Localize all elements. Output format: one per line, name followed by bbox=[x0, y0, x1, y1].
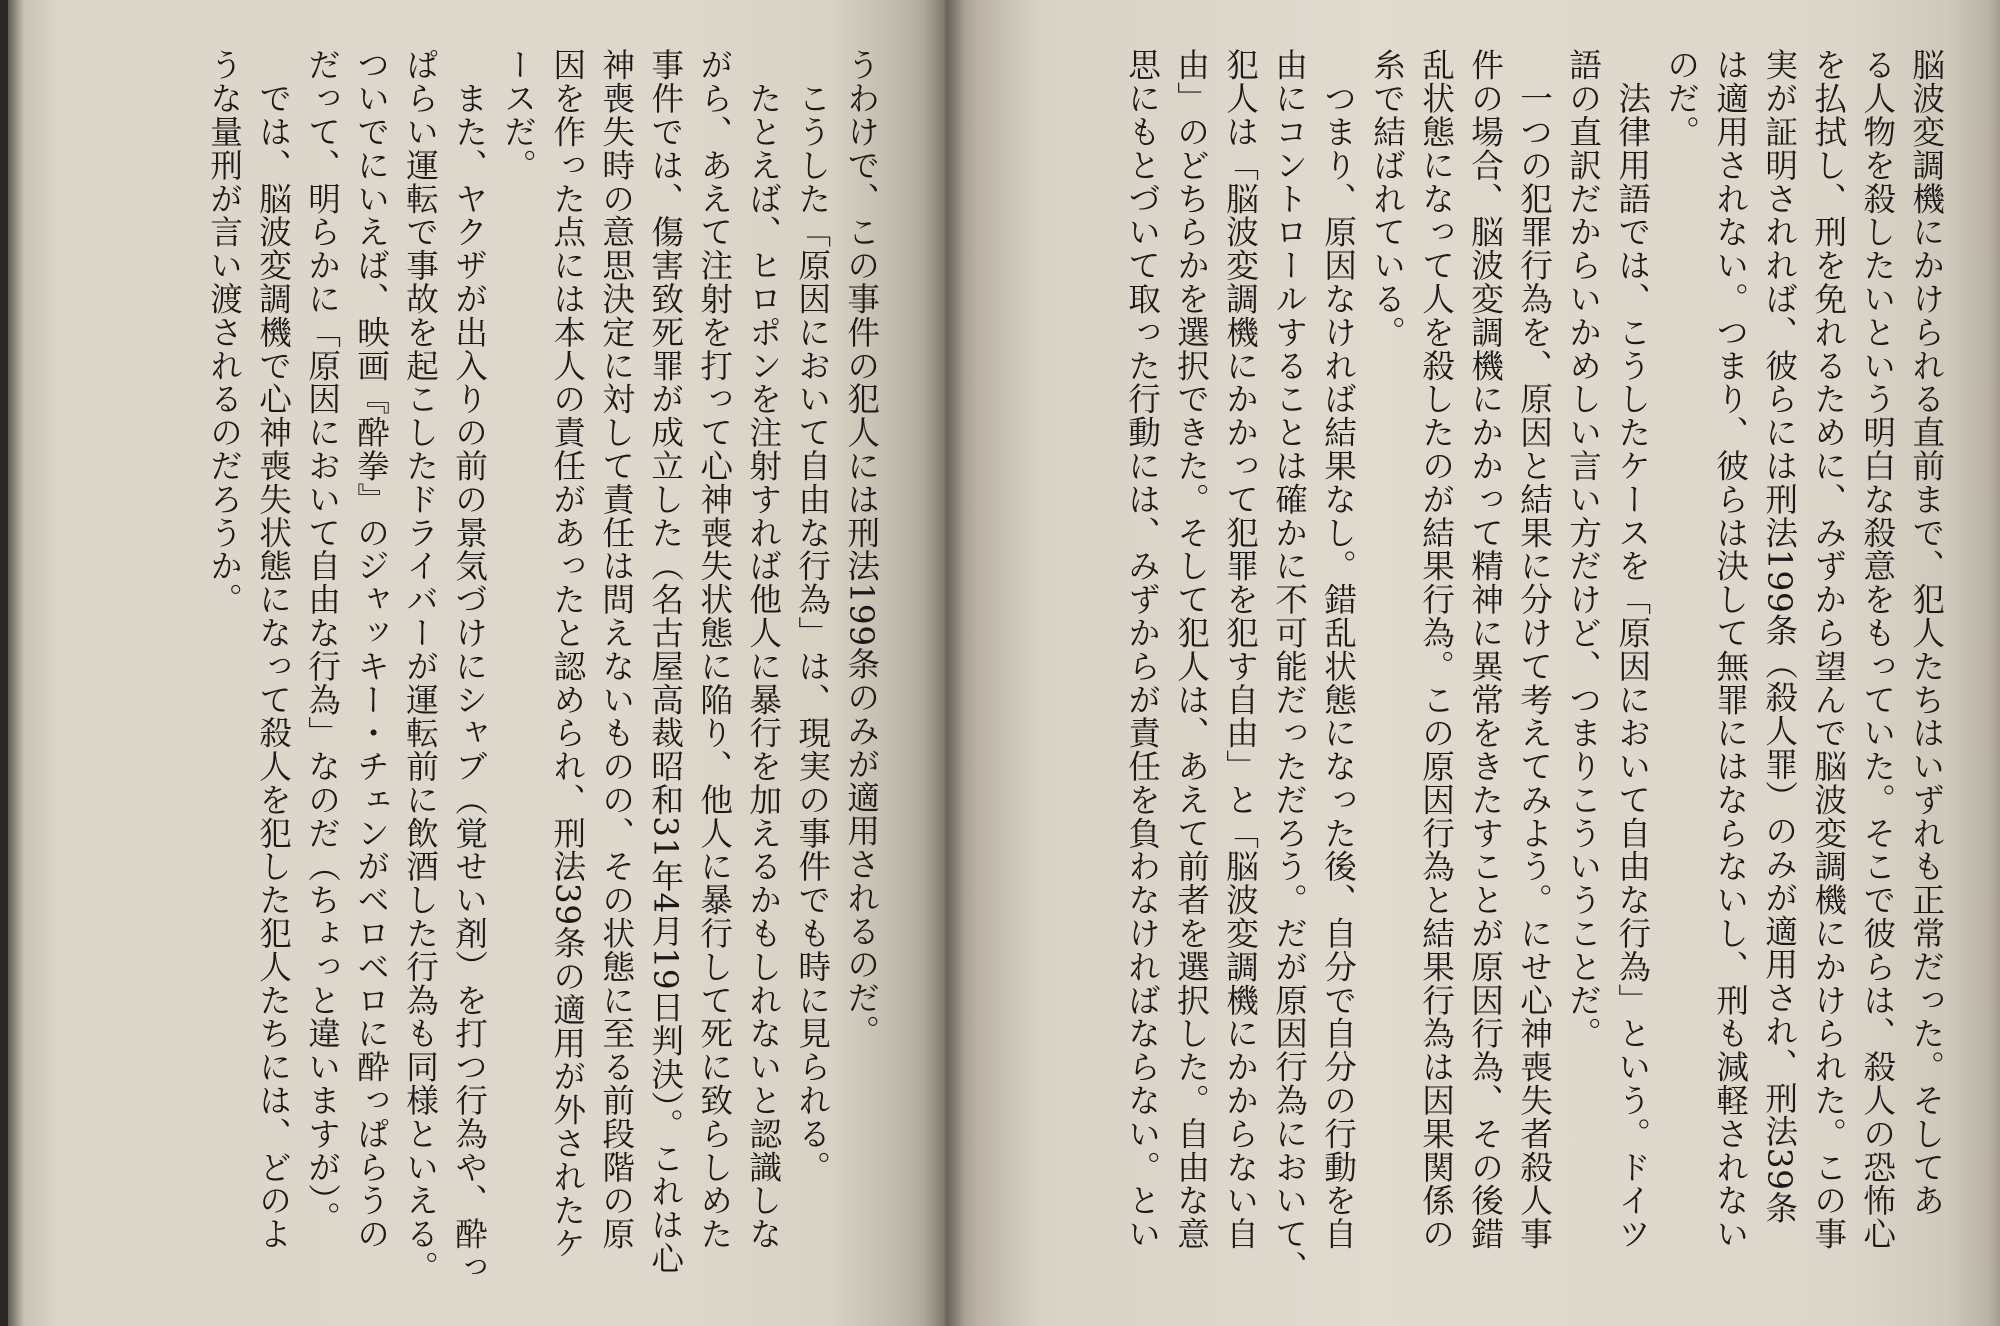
text-line: では、脳波変調機で心神喪失状態になって殺人を犯した犯人たちには、どのよ bbox=[254, 48, 292, 1251]
text-line: うな量刑が言い渡されるのだろうか。 bbox=[205, 48, 243, 616]
text-line: 由にコントロールすることは確かに不可能だっただろう。だが原因行為において、 bbox=[1270, 48, 1308, 1284]
text-line: 由」のどちらかを選択できた。そして犯人は、あえて前者を選択した。自由な意 bbox=[1172, 48, 1210, 1251]
text-line: こうした「原因において自由な行為」は、現実の事件でも時に見られる。 bbox=[793, 48, 831, 1184]
text-line: だって、明らかに「原因において自由な行為」なのだ（ちょっと違いますが）。 bbox=[303, 48, 341, 1234]
text-line: つまり、原因なければ結果なし。錯乱状態になった後、自分で自分の行動を自 bbox=[1319, 48, 1357, 1251]
text-line: 神喪失時の意思決定に対して責任は問えないものの、その状態に至る前段階の原 bbox=[597, 48, 635, 1251]
text-line: また、ヤクザが出入りの前の景気づけにシャブ（覚せい剤）を打つ行為や、酔っ bbox=[450, 48, 488, 1284]
right-page-text bbox=[1117, 48, 1950, 1284]
left-page bbox=[0, 0, 945, 1326]
left-page-text bbox=[199, 48, 885, 1284]
text-line: 犯人は「脳波変調機にかかって犯罪を犯す自由」と「脳波変調機にかからない自 bbox=[1221, 48, 1259, 1251]
text-line: を払拭し、刑を免れるために、みずから望んで脳波変調機にかけられた。この事 bbox=[1809, 48, 1847, 1251]
text-line: 一つの犯罪行為を、原因と結果に分けて考えてみよう。にせ心神喪失者殺人事 bbox=[1515, 48, 1553, 1251]
book-gutter bbox=[925, 0, 965, 1326]
page-edge-shadow bbox=[1990, 0, 2000, 1326]
text-line: たとえば、ヒロポンを注射すれば他人に暴行を加えるかもしれないと認識しな bbox=[744, 48, 782, 1251]
text-line: ースだ。 bbox=[499, 48, 537, 182]
text-line: のだ。 bbox=[1662, 48, 1700, 149]
text-line: は適用されない。つまり、彼らは決して無罪にはならないし、刑も減軽されない bbox=[1711, 48, 1749, 1251]
text-line: 事件では、傷害致死罪が成立した（名古屋高裁昭和31年4月19日判決）。これは心 bbox=[646, 48, 684, 1275]
text-line: 語の直訳だからいかめしい言い方だけど、つまりこういうことだ。 bbox=[1564, 48, 1602, 1050]
text-line: 件の場合、脳波変調機にかかって精神に異常をきたすことが原因行為、その後錯 bbox=[1466, 48, 1504, 1251]
text-line: がら、あえて注射を打って心神喪失状態に陥り、他人に暴行して死に致らしめた bbox=[695, 48, 733, 1251]
text-line: 実が証明されれば、彼らには刑法199条（殺人罪）のみが適用され、刑法39条 bbox=[1760, 48, 1798, 1225]
text-line: うわけで、この事件の犯人には刑法199条のみが適用されるのだ。 bbox=[842, 48, 880, 1048]
right-page bbox=[945, 0, 2000, 1326]
text-line: 思にもとづいて取った行動には、みずからが責任を負わなければならない。とい bbox=[1123, 48, 1161, 1251]
text-line: ぱらい運転で事故を起こしたドライバーが運転前に飲酒した行為も同様といえる。 bbox=[401, 48, 439, 1284]
text-line: ついでにいえば、映画『酔拳』のジャッキー・チェンがベロベロに酔っぱらうの bbox=[352, 48, 390, 1251]
text-line: 乱状態になって人を殺したのが結果行為。この原因行為と結果行為は因果関係の bbox=[1417, 48, 1455, 1251]
text-line: 因を作った点には本人の責任があったと認められ、刑法39条の適用が外されたケ bbox=[548, 48, 586, 1260]
text-line: 脳波変調機にかけられる直前まで、犯人たちはいずれも正常だった。そしてあ bbox=[1907, 48, 1945, 1217]
page-edge-shadow bbox=[0, 0, 8, 1326]
text-line: る人物を殺したいという明白な殺意をもっていた。そこで彼らは、殺人の恐怖心 bbox=[1858, 48, 1896, 1251]
text-line: 法律用語では、こうしたケースを「原因において自由な行為」という。ドイツ bbox=[1613, 48, 1651, 1251]
text-line: 糸で結ばれている。 bbox=[1368, 48, 1406, 349]
